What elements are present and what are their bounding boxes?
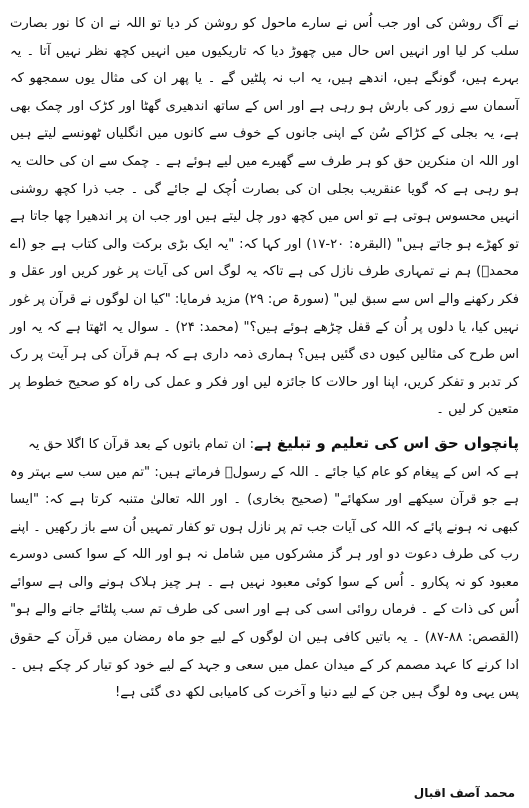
article-paragraph-1: نے آگ روشن کی اور جب اُس نے سارے ماحول کو روشن کر دیا تو اللہ نے ان کا نور بصارت سلب کر لیا اور انہیں اس حال میں چھوڑ دیا کہ تاریکیوں میں انہیں کچھ نظر نہیں آتا ۔ یہ بہرے ہیں، گونگے ہیں، اندھے ہیں، یہ اب نہ پلٹیں گے ۔ یا پھر ان کی مثال یوں سمجھو کہ آسمان سے زور کی بارش ہو رہی ہے اور اس کے ساتھ اندھیری گھٹا اور کڑک اور چمک بھی ہے، یہ بجلی کے کڑاکے سُن کے اپنی جانوں کے خوف سے کانوں میں انگلیاں ٹھونسے لیتے ہیں اور اللہ ان منکرین حق کو ہر طرف سے گھیرے میں لیے ہوئے ہے ۔ چمک سے ان کی حالت یہ ہو رہی ہے کہ گویا عنقریب بجلی ان کی بصارت اُچک لے جائے گی ۔ جب ذرا کچھ روشنی انہیں محسوس ہوتی ہے تو اس میں کچھ دور چل لیتے ہیں اور جب ان پر اندھیرا چھا جاتا ہے تو کھڑے ہو جاتے ہیں" (البقرہ: ۲۰-۱۷) اور کہا کہ: "یہ ایک بڑی برکت والی کتاب ہے جو (اے محمدؐ) ہم نے تمہاری طرف نازل کی ہے تاکہ یہ لوگ اس کی آیات پر غور کریں اور عقل و فکر رکھنے والے اس سے سبق لیں" (سورۃ ص: ۲۹) مزید فرمایا: "کیا ان لوگوں نے قرآن پر غور نہیں کیا، یا دلوں پر اُن کے قفل چڑھے ہوئے ہیں؟" (محمد: ۲۴) ۔ سوال یہ اٹھتا ہے کہ یہ اور اس طرح کی مثالیں کیوں دی گئیں ہیں؟ ہماری ذمہ داری ہے کہ ہم قرآن کی ہر آیت پر رک کر تدبر و تفکر کریں، اپنا اور حالات کا جائزہ لیں اور فکر و عمل کی راہ کو صحیح خطوط پر متعین کر لیں ۔	[10, 16, 520, 418]
section-heading-line	[10, 430, 519, 459]
author-signature: محمد آصف اقبال	[413, 786, 515, 800]
section-heading: پانچواں حق اس کی تعلیم و تبلیغ ہے	[254, 433, 519, 452]
article-paragraph-2: ہے کہ اس کے پیغام کو عام کیا جائے ۔ اللہ کے رسولؐ فرماتے ہیں: "تم میں سب سے بہتر وہ ہے جو قرآن سیکھے اور سکھائے" (صحیح بخاری) ۔ اور اللہ تعالیٰ متنبہ کرتا ہے کہ: "ایسا کبھی نہ ہونے پائے کہ اللہ کی آیات جب تم پر نازل ہوں تو کفار تمہیں اُن سے باز رکھیں ۔ اپنے رب کی طرف دعوت دو اور ہر گز مشرکوں میں شامل نہ ہو اور اللہ کے سوا کسی دوسرے معبود کو نہ پکارو ۔ اُس کے سوا کوئی معبود نہیں ہے ۔ ہر چیز ہلاک ہونے والی ہے سوائے اُس کی ذات کے ۔ فرماں روائی اسی کی ہے اور اسی کی طرف تم سب پلٹائے جانے والے ہو" (القصص: ۸۸-۸۷) ۔ یہ باتیں کافی ہیں ان لوگوں کے لیے جو ماہ رمضان میں قرآن کے حقوق ادا کرنے کا عہد مصمم کر کے میدان عمل میں سعی و جہد کے لیے خود کو تیار کر چکے ہیں ۔ پس یہی وہ لوگ ہیں جن کے لیے دنیا و آخرت کی کامیابی لکھ دی گئی ہے!	[10, 464, 519, 701]
section-heading-rest: : ان تمام باتوں کے بعد قرآن کا اگلا حق یہ	[28, 436, 255, 452]
